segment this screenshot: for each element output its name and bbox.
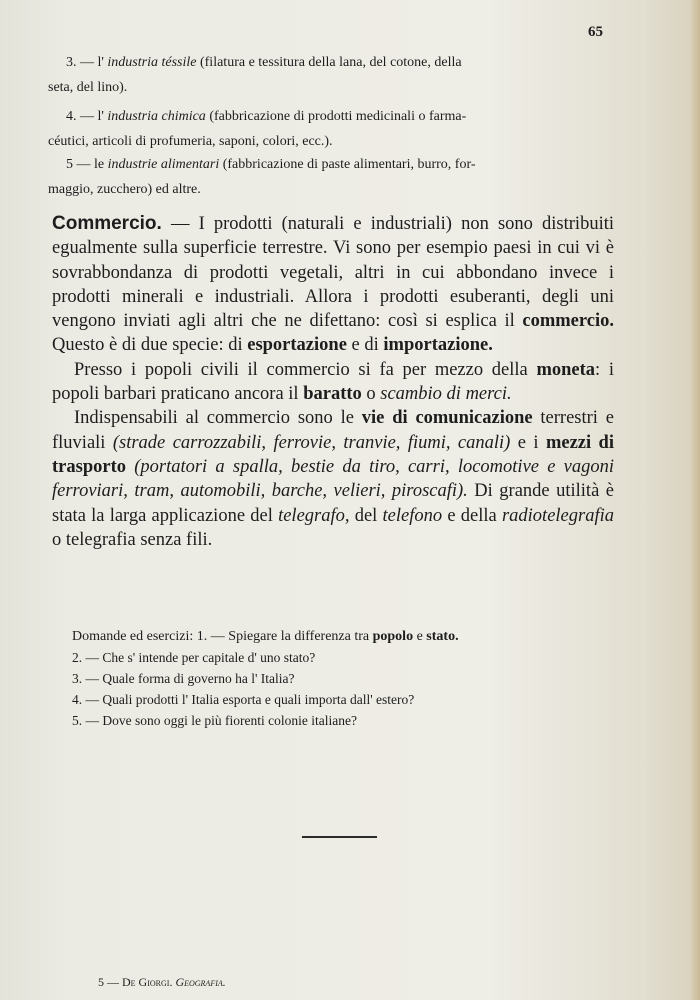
bold-term: moneta bbox=[536, 359, 596, 380]
text-run bbox=[126, 457, 134, 477]
text-run: Indispensabili al commercio sono le bbox=[74, 408, 362, 429]
question-2: 2. — Che s' intende per capitale d' uno stato? bbox=[72, 650, 316, 665]
text-run: del bbox=[349, 505, 383, 526]
bold-term: mezzi di trasporto bbox=[52, 432, 614, 477]
page-number: 65 bbox=[588, 24, 603, 40]
italic-term: (portatori a spalla, bestie da tiro, carri, locomotive e vagoni ferroviari, tram, automobili, barche, velieri, piroscafi). bbox=[52, 456, 614, 502]
italic-term: telegrafo, bbox=[278, 505, 350, 526]
list-item-line bbox=[48, 50, 613, 75]
item-term: industria chimica bbox=[107, 109, 206, 124]
page-footer bbox=[98, 975, 226, 990]
question-3: 3. — Quale forma di governo ha l' Italia? bbox=[72, 671, 295, 686]
footer-signature: 5 — De Giorgi. bbox=[98, 975, 173, 989]
bold-term: importazione. bbox=[383, 335, 493, 356]
text-run: Di grande utilità è stata la larga applicazione del bbox=[52, 481, 614, 526]
bold-term: baratto bbox=[303, 384, 362, 405]
page-edge-shadow bbox=[690, 0, 700, 1000]
paragraph-2 bbox=[52, 358, 614, 407]
italic-term: (strade carrozzabili, ferrovie, tranvie, fiumi, canali) bbox=[112, 432, 511, 453]
text-run: : i popoli barbari praticano ancora il bbox=[52, 359, 614, 405]
bold-term: esportazione bbox=[247, 335, 347, 356]
text-run: e di bbox=[346, 335, 384, 356]
bold-term: popolo bbox=[372, 629, 414, 644]
text-run: e della bbox=[442, 505, 502, 526]
paragraph-3 bbox=[52, 406, 614, 552]
section-heading: Commercio. bbox=[52, 213, 162, 234]
item-continuation: céutici, articoli di profumeria, saponi, colori, ecc.). bbox=[48, 134, 333, 149]
bold-term: vie di comunicazione bbox=[361, 408, 533, 429]
item-description: (filatura e tessitura della lana, del cotone, della bbox=[199, 55, 462, 70]
italic-term: scambio di merci. bbox=[380, 384, 512, 405]
italic-term: radiotelegrafia bbox=[501, 505, 614, 526]
question-4: 4. — Quali prodotti l' Italia esporta e quali importa dall' estero? bbox=[72, 692, 415, 707]
text-run: e bbox=[413, 629, 427, 644]
text-run: terrestri e fluviali bbox=[52, 408, 614, 453]
paragraph-1 bbox=[52, 212, 614, 358]
item-description: (fabbricazione di paste alimentari, burro, for- bbox=[222, 157, 476, 172]
text-run: Presso i popoli civili il commercio si fa per mezzo della bbox=[74, 359, 537, 380]
item-article: l' bbox=[97, 109, 104, 124]
list-item-line bbox=[48, 104, 613, 129]
item-description: (fabbricazione di prodotti medicinali o farma- bbox=[209, 109, 467, 124]
item-number: 5 — bbox=[66, 157, 91, 172]
item-continuation: maggio, zucchero) ed altre. bbox=[48, 182, 201, 197]
text-run: o bbox=[361, 384, 381, 405]
item-continuation: seta, del lino). bbox=[48, 80, 128, 95]
text-run: 1. — Spiegare la differenza tra bbox=[196, 629, 373, 644]
questions-section bbox=[72, 626, 592, 731]
list-item-line bbox=[48, 152, 613, 177]
bold-term: commercio. bbox=[522, 311, 614, 332]
bold-term: stato. bbox=[426, 629, 459, 644]
questions-intro: Domande ed esercizi: bbox=[72, 629, 197, 644]
list-item-5 bbox=[48, 152, 613, 202]
commercio-section bbox=[52, 212, 614, 552]
item-term: industria téssile bbox=[107, 55, 197, 70]
text-run: o telegrafia senza fili. bbox=[52, 529, 213, 550]
text-run: Questo è di due specie: di bbox=[52, 335, 248, 356]
text-run: — I prodotti (naturali e industriali) non sono distribuiti egualmente sulla superficie terrestre. Vi sono per esempio paesi in cui vi è sovrabbondanza di prodotti vegetali, altri in cui abbondano invece i prodotti minerali e industriali. Allora i prodotti esuberanti, degli uni vengono inviati agli altri che ne difettano: così si esplica il bbox=[52, 214, 614, 332]
item-number: 4. — bbox=[66, 109, 94, 124]
question-5: 5. — Dove sono oggi le più fiorenti colonie italiane? bbox=[72, 713, 357, 728]
list-item-4 bbox=[48, 104, 613, 154]
section-divider bbox=[302, 836, 377, 838]
item-article: le bbox=[94, 157, 105, 172]
footer-title: Geografia. bbox=[175, 975, 226, 989]
italic-term: telefono bbox=[382, 505, 443, 526]
question-1 bbox=[72, 626, 592, 647]
item-article: l' bbox=[97, 55, 104, 70]
item-number: 3. — bbox=[66, 55, 94, 70]
list-item-3 bbox=[48, 50, 613, 100]
text-run: e i bbox=[510, 432, 546, 453]
item-term: industrie alimentari bbox=[107, 157, 220, 172]
